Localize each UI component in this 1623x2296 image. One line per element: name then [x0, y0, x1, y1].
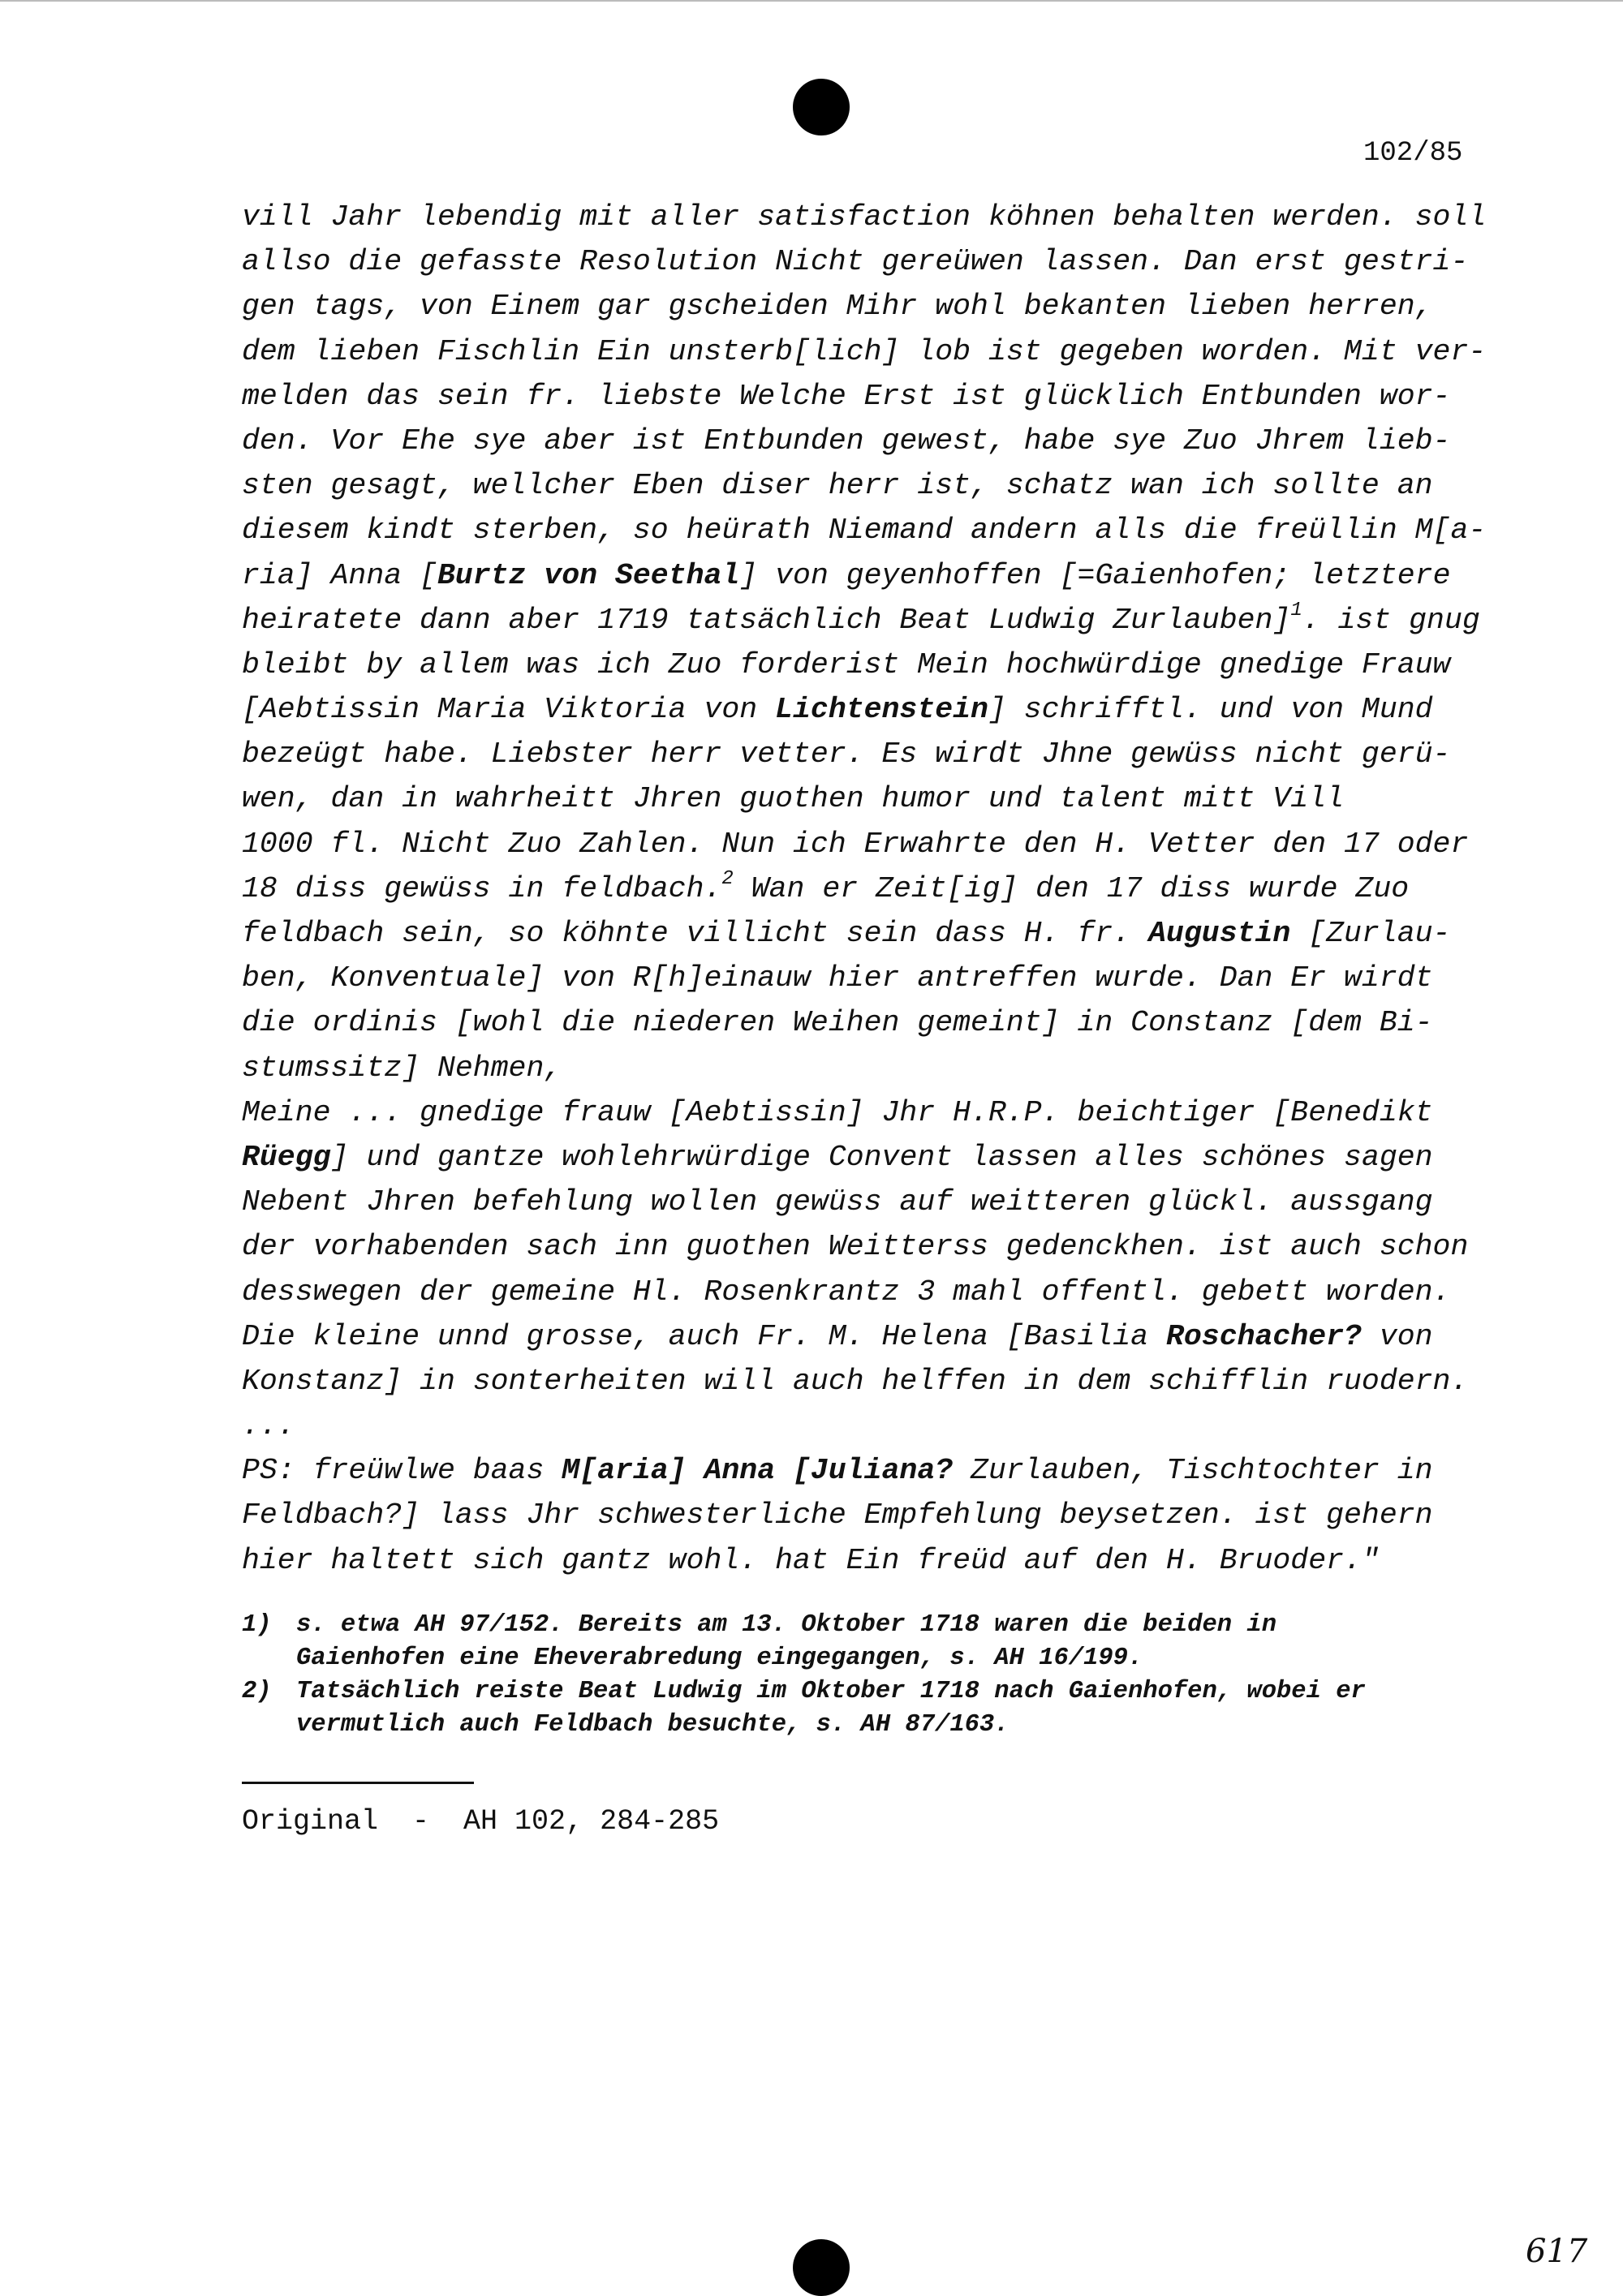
body-text: dem lieben Fischlin Ein unsterb[lich] lob ist gegeben worden. Mit ver- — [242, 334, 1487, 368]
body-line — [242, 1046, 1508, 1090]
body-text: ] von geyenhoffen [=Gaienhofen; letztere — [739, 558, 1451, 592]
footnote-number: 2) — [242, 1678, 272, 1705]
body-line — [242, 374, 1508, 419]
body-line — [242, 1359, 1508, 1404]
body-line — [242, 1180, 1508, 1224]
bold-name: M[aria] Anna [Juliana? — [562, 1454, 954, 1488]
body-line — [242, 508, 1508, 553]
body-text: ] schrifftl. und von Mund — [988, 693, 1433, 727]
body-text: Wan er Zeit[ig] den 17 diss wurde Zuo — [733, 871, 1410, 905]
footnote-number: 1) — [242, 1611, 272, 1639]
body-text: Die kleine unnd grosse, auch Fr. M. Helena [Basilia — [242, 1319, 1166, 1353]
body-text: die ordinis [wohl die niederen Weihen gemeint] in Constanz [dem Bi- — [242, 1006, 1433, 1040]
body-text: 1000 fl. Nicht Zuo Zahlen. Nun ich Erwahrte den H. Vetter den 17 oder — [242, 827, 1469, 861]
body-line — [242, 1493, 1508, 1537]
body-text: Nebent Jhren befehlung wollen gewüss auf weitteren glückl. aussgang — [242, 1185, 1433, 1219]
body-text: feldbach sein, so köhnte villicht sein dass H. fr. — [242, 917, 1149, 950]
footnote-text: s. etwa AH 97/152. Bereits am 13. Oktober 1718 waren die beiden in — [296, 1611, 1276, 1639]
body-text: wen, dan in wahrheitt Jhren guothen humor und talent mitt Vill — [242, 782, 1345, 816]
body-text: [Aebtissin Maria Viktoria von — [242, 693, 776, 727]
body-line — [242, 776, 1508, 821]
body-line — [242, 866, 1508, 911]
body-line — [242, 732, 1508, 776]
body-text: ria] Anna [ — [242, 558, 437, 592]
body-line — [242, 956, 1508, 1000]
body-text: diesem kindt sterben, so heürath Niemand andern alls die freüllin M[a- — [242, 514, 1487, 548]
body-line — [242, 329, 1508, 374]
body-text: hier haltett sich gantz wohl. hat Ein freüd auf den H. Bruoder." — [242, 1543, 1380, 1577]
body-line — [242, 463, 1508, 508]
footnote-line — [242, 1675, 1508, 1709]
body-text: desswegen der gemeine Hl. Rosenkrantz 3 mahl offentl. gebett worden. — [242, 1275, 1451, 1309]
bold-name: Roschacher? — [1166, 1319, 1362, 1353]
body-line — [242, 1135, 1508, 1180]
page-reference: 102/85 — [1363, 138, 1463, 169]
body-line — [242, 1314, 1508, 1359]
handwritten-page-number: 617 — [1526, 2233, 1588, 2270]
footnote-text: Tatsächlich reiste Beat Ludwig im Oktober 1718 nach Gaienhofen, wobei er — [296, 1678, 1366, 1705]
body-text: Zurlauben, Tischtochter in — [953, 1454, 1433, 1488]
body-text: Meine ... gnedige frauw [Aebtissin] Jhr H.R.P. beichtiger [Benedikt — [242, 1095, 1433, 1129]
footnotes — [242, 1609, 1508, 1742]
body-line — [242, 687, 1508, 732]
separator-rule — [242, 1782, 474, 1784]
page-top-edge — [0, 0, 1623, 2]
body-text: Feldbach?] lass Jhr schwesterliche Empfehlung beysetzen. ist gehern — [242, 1498, 1433, 1533]
body-text: ben, Konventuale] von R[h]einauw hier antreffen wurde. Dan Er wirdt — [242, 961, 1433, 995]
punch-hole-bottom — [793, 2239, 850, 2296]
body-text: . ist gnug — [1302, 603, 1480, 637]
body-line — [242, 1538, 1508, 1583]
body-line — [242, 1090, 1508, 1135]
body-text: 18 diss gewüss in feldbach. — [242, 871, 722, 905]
body-text: ... — [242, 1409, 295, 1443]
body-line — [242, 239, 1508, 284]
footnote-marker[interactable]: 1 — [1290, 599, 1302, 621]
bold-name: Lichtenstein — [775, 693, 988, 727]
footnote — [242, 1609, 1508, 1675]
body-text: sten gesagt, wellcher Eben diser herr ist, schatz wan ich sollte an — [242, 469, 1433, 503]
body-text: bezeügt habe. Liebster herr vetter. Es wirdt Jhne gewüss nicht gerü- — [242, 737, 1451, 772]
body-line — [242, 553, 1508, 598]
transcription-body — [242, 195, 1508, 1583]
source-reference: Original - AH 102, 284-285 — [242, 1805, 720, 1838]
bold-name: Augustin — [1148, 917, 1291, 950]
body-line — [242, 598, 1508, 643]
footnote-marker[interactable]: 2 — [721, 867, 734, 890]
body-text: den. Vor Ehe sye aber ist Entbunden gewest, habe sye Zuo Jhrem lieb- — [242, 424, 1451, 458]
body-text: stumssitz] Nehmen, — [242, 1051, 562, 1085]
body-text: melden das sein fr. liebste Welche Erst ist glücklich Entbunden wor- — [242, 379, 1451, 413]
bold-name: Rüegg — [242, 1140, 331, 1174]
body-line — [242, 822, 1508, 866]
punch-hole-top — [793, 79, 850, 135]
body-line — [242, 1224, 1508, 1269]
body-text: PS: freüwlwe baas — [242, 1454, 562, 1488]
body-line — [242, 284, 1508, 329]
body-text: vill Jahr lebendig mit aller satisfaction köhnen behalten werden. soll — [242, 200, 1487, 234]
body-text: von — [1361, 1319, 1433, 1353]
body-line — [242, 1404, 1508, 1448]
footnote-text: Gaienhofen eine Eheverabredung eingegangen, s. AH 16/199. — [296, 1645, 1143, 1672]
body-text: der vorhabenden sach inn guothen Weitterss gedenckhen. ist auch schon — [242, 1230, 1469, 1264]
body-text: Konstanz] in sonterheiten will auch helffen in dem schifflin ruodern. — [242, 1364, 1469, 1398]
body-line — [242, 911, 1508, 956]
body-text: bleibt by allem was ich Zuo forderist Mein hochwürdige gnedige Frauw — [242, 647, 1451, 681]
body-text: gen tags, von Einem gar gscheiden Mihr wohl bekanten lieben herren, — [242, 290, 1433, 324]
footnote-line — [242, 1609, 1508, 1642]
footnote-text: vermutlich auch Feldbach besuchte, s. AH 87/163. — [296, 1711, 1010, 1739]
body-text: heiratete dann aber 1719 tatsächlich Beat Ludwig Zurlauben] — [242, 603, 1291, 637]
body-line — [242, 419, 1508, 463]
body-text: [Zurlau- — [1290, 917, 1451, 950]
body-line — [242, 1000, 1508, 1045]
footnote — [242, 1675, 1508, 1742]
bold-name: Burtz von Seethal — [437, 558, 740, 592]
body-line — [242, 195, 1508, 239]
body-line — [242, 643, 1508, 687]
body-text: allso die gefasste Resolution Nicht gereüwen lassen. Dan erst gestri- — [242, 245, 1469, 279]
body-line — [242, 1270, 1508, 1314]
body-text: ] und gantze wohlehrwürdige Convent lassen alles schönes sagen — [330, 1140, 1433, 1174]
body-line — [242, 1448, 1508, 1493]
